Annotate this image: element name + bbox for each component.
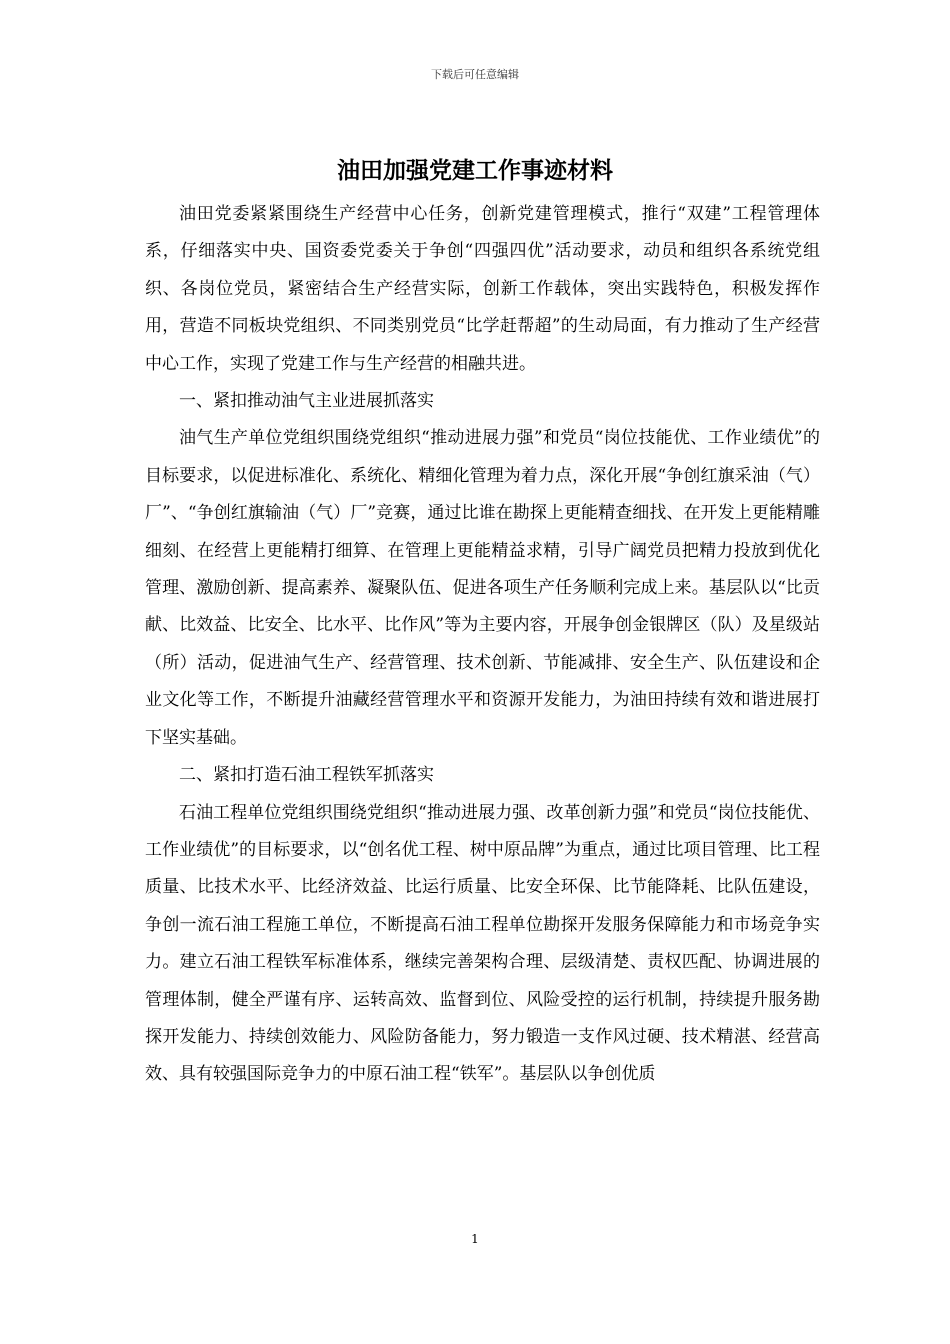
section-1-paragraph: 油气生产单位党组织围绕党组织“推动进展力强”和党员“岗位技能优、工作业绩优”的目标要求，以促进标准化、系统化、精细化管理为着力点，深化开展“争创红旗采油（气）厂”、“争创红旗输油（气）厂”竞赛，通过比谁在勘探上更能精查细找、在开发上更能精雕细刻、在经营上更能精打细算、在管理上更能精益求精，引导广阔党员把精力投放到优化管理、激励创新、提高素养、凝聚队伍、促进各项生产任务顺利完成上来。基层队以“比贡献、比效益、比安全、比水平、比作风”等为主要内容，开展争创金银牌区（队）及星级站（所）活动，促进油气生产、经营管理、技术创新、节能减排、安全生产、队伍建设和企业文化等工作，不断提升油藏经营管理水平和资源开发能力，为油田持续有效和谐进展打下坚实基础。 [145,428,820,748]
intro-paragraph: 油田党委紧紧围绕生产经营中心任务，创新党建管理模式，推行“双建”工程管理体系，仔细落实中央、国资委党委关于争创“四强四优”活动要求，动员和组织各系统党组织、各岗位党员，紧密结合生产经营实际，创新工作载体，突出实践特色，积极发挥作用，营造不同板块党组织、不同类别党员“比学赶帮超”的生动局面，有力推动了生产经营中心工作，实现了党建工作与生产经营的相融共进。 [145,204,820,374]
header-note: 下载后可任意编辑 [431,68,519,81]
section-heading-1: 一、紧扣推动油气主业进展抓落实 [179,391,434,412]
section-2-paragraph: 石油工程单位党组织围绕党组织“推动进展力强、改革创新力强”和党员“岗位技能优、工作业绩优”的目标要求，以“创名优工程、树中原品牌”为重点，通过比项目管理、比工程质量、比技术水平、比经济效益、比运行质量、比安全环保、比节能降耗、比队伍建设，争创一流石油工程施工单位，不断提高石油工程单位勘探开发服务保障能力和市场竞争实力。建立石油工程铁军标准体系，继续完善架构合理、层级清楚、责权匹配、协调进展的管理体制，健全严谨有序、运转高效、监督到位、风险受控的运行机制，持续提升服务勘探开发能力、持续创效能力、风险防备能力，努力锻造一支作风过硬、技术精湛、经营高效、具有较强国际竞争力的中原石油工程“铁军”。基层队以争创优质 [145,802,820,1085]
page-number: 1 [471,1232,479,1246]
document-body [145,196,820,1094]
section-heading-2: 二、紧扣打造石油工程铁军抓落实 [179,765,434,786]
page-title: 油田加强党建工作事迹材料 [337,157,613,184]
